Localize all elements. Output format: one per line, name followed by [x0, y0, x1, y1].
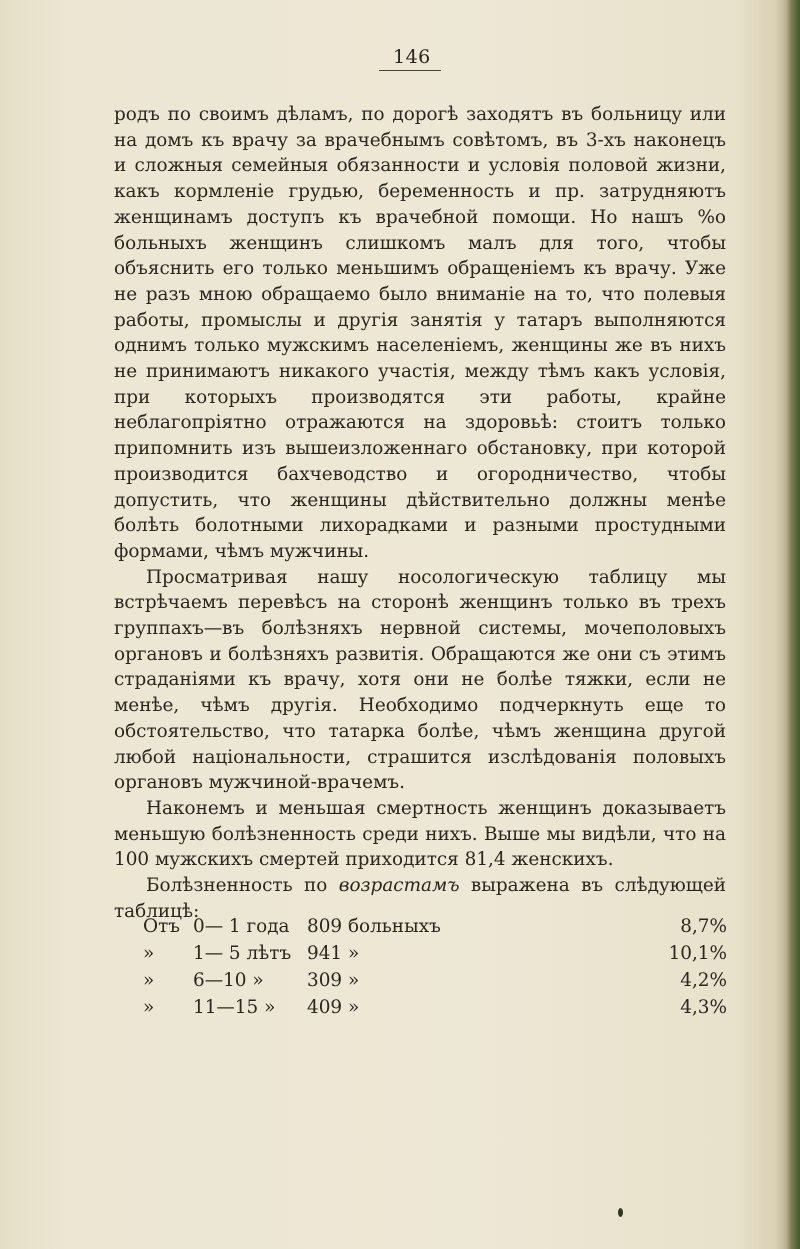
paragraph-4-after: выражена въ слѣдующей таблицѣ:	[114, 875, 726, 922]
age-range-value: 11—15	[193, 997, 259, 1018]
paragraph-3: Наконемъ и меньшая смертность женщинъ доказываетъ меньшую болѣзненность среди нихъ. Выше мы видѣли, что на 100 мужскихъ смертей приходится 81,4 женскихъ.	[114, 797, 726, 871]
patient-count: 809	[307, 916, 343, 937]
age-unit: »	[264, 997, 276, 1018]
row-age-range	[193, 994, 307, 1021]
row-age-range	[193, 913, 307, 940]
paragraph-4-italic: возрастамъ	[338, 875, 460, 897]
age-range-value: 1— 5	[193, 943, 241, 964]
paragraph-2: Просматривая нашу носологическую таблицу мы встрѣчаемъ перевѣсъ на сторонѣ женщинъ только въ трехъ группахъ—въ болѣзняхъ нервной системы, мочеполовыхъ органовъ и болѣзняхъ развитія. Обращаются же они съ этимъ страданіями къ врачу, хотя они не болѣе тяжки, если не менѣе, чѣмъ другія. Необходимо подчеркнуть еще то обстоятельство, что татарка болѣе, чѣмъ женщина другой любой національности, страшится изслѣдованія половыхъ органовъ мужчиной-врачемъ.	[114, 566, 726, 794]
table-row	[143, 913, 727, 940]
paragraph-4-before: Болѣзненность по	[146, 875, 339, 897]
patient-count: 941	[307, 943, 343, 964]
table-row	[143, 994, 727, 1021]
row-prefix: »	[143, 997, 155, 1018]
row-count	[307, 913, 507, 940]
count-label: больныхъ	[347, 916, 441, 937]
row-age-range	[193, 967, 307, 994]
row-percent: 4,2%	[680, 970, 727, 991]
table-row	[143, 967, 727, 994]
row-count	[307, 994, 507, 1021]
row-prefix: »	[143, 943, 155, 964]
table-row	[143, 940, 727, 967]
page-edge-shadow	[786, 0, 800, 1249]
paragraph-1: родъ по своимъ дѣламъ, по дорогѣ заходятъ въ больницу или на домъ къ врачу за врачебнымъ совѣтомъ, въ 3-хъ наконецъ и сложныя семейныя обязанности и условія половой жизни, какъ кормленіе грудью, беременность и пр. затрудняютъ женщинамъ доступъ къ врачебной помощи. Но нашъ %o больныхъ женщинъ слишкомъ малъ для того, чтобы объяснить его только меньшимъ обращеніемъ къ врачу. Уже не разъ мною обращаемо было вниманіе на то, что полевыя работы, промыслы и другія занятія у татаръ выполняются однимъ только мужскимъ населеніемъ, женщины же въ нихъ не принимаютъ никакого участія, между тѣмъ какъ условія, при которыхъ производятся эти работы, крайне неблагопріятно отражаются на здоровьѣ: стоитъ только припомнить изъ вышеизложеннаго обстановку, при которой производится бахчеводство и огородничество, чтобы допустить, что женщины дѣйствительно должны менѣе болѣть болотными лихорадками и разными простудными формами, чѣмъ мужчины.	[114, 104, 726, 562]
count-label: »	[347, 970, 360, 991]
age-range-value: 6—10	[193, 970, 247, 991]
row-prefix: Отъ	[143, 916, 180, 937]
age-morbidity-table	[143, 913, 727, 1021]
count-label: »	[347, 943, 360, 964]
row-prefix: »	[143, 970, 155, 991]
page-number: 146	[393, 46, 453, 68]
patient-count: 309	[307, 970, 343, 991]
age-unit: »	[252, 970, 264, 991]
age-unit: лѣтъ	[246, 943, 292, 964]
patient-count: 409	[307, 997, 343, 1018]
row-percent: 10,1%	[668, 943, 727, 964]
row-percent: 8,7%	[680, 916, 727, 937]
ink-blot	[618, 1208, 623, 1217]
age-range-value: 0— 1	[193, 916, 241, 937]
age-unit: года	[246, 916, 290, 937]
row-percent: 4,3%	[680, 997, 727, 1018]
row-count	[307, 967, 507, 994]
count-label: »	[347, 997, 360, 1018]
row-count	[307, 940, 507, 967]
main-text	[114, 102, 726, 925]
row-age-range	[193, 940, 307, 967]
